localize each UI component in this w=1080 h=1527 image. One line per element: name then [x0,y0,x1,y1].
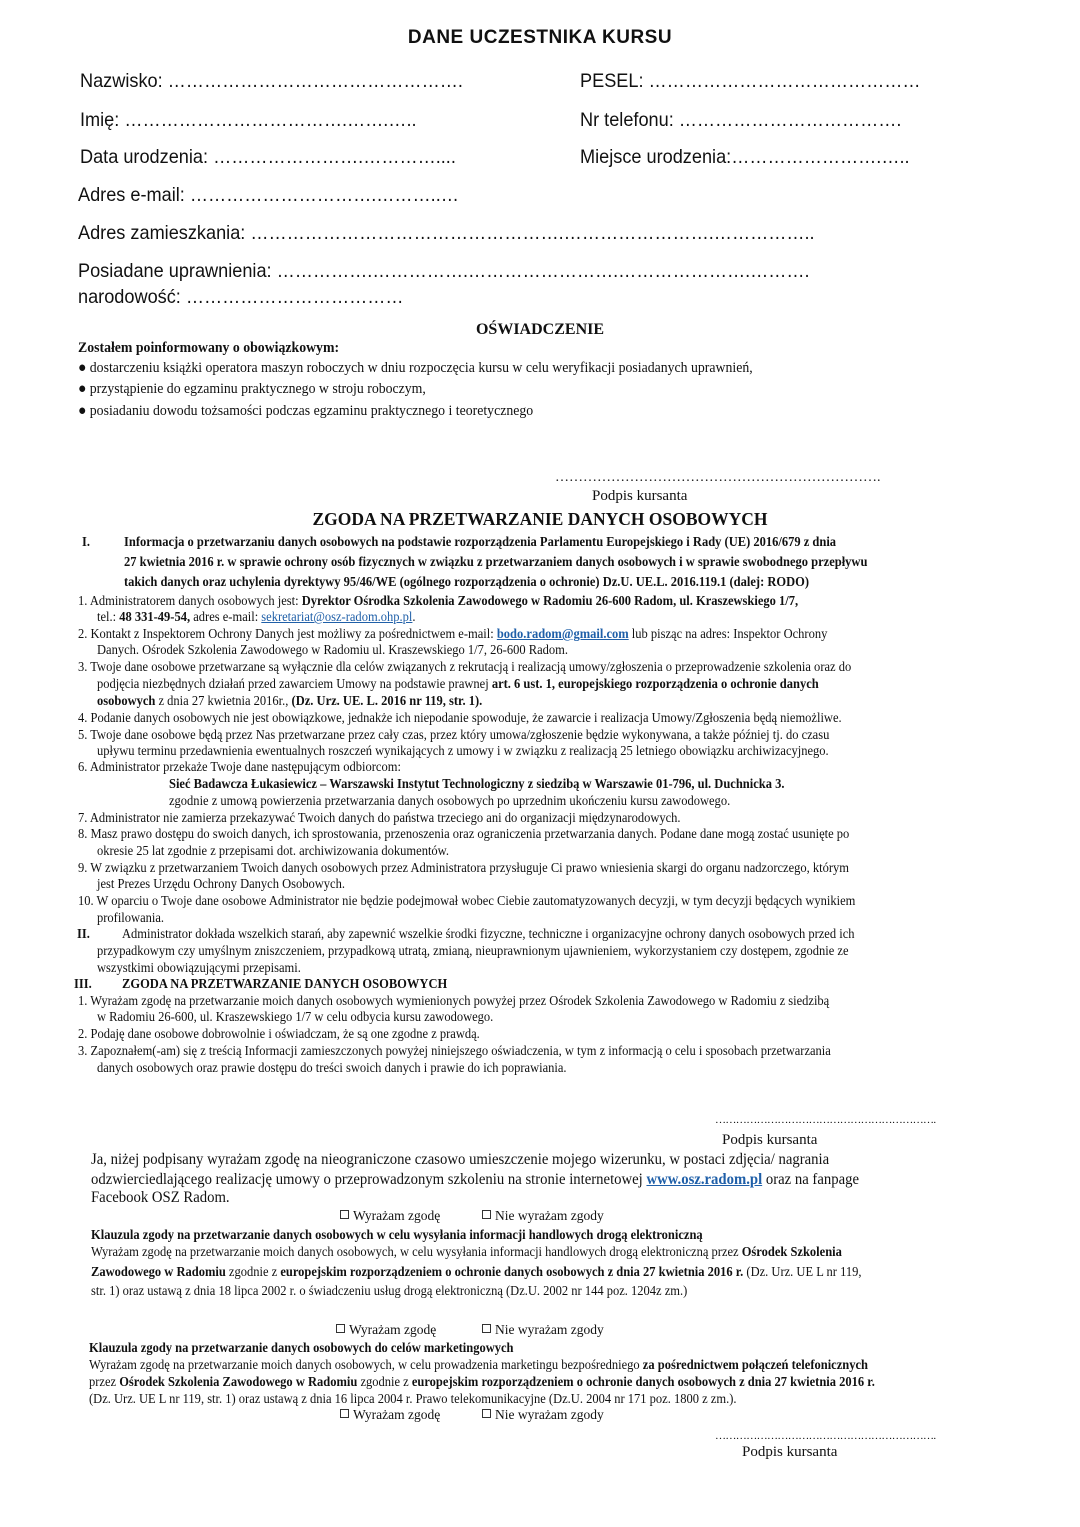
checkbox-label: Nie wyrażam zgody [495,1407,604,1422]
field-imie[interactable]: Imię: ……………………………….…….….. [80,109,417,131]
item-9: 9. W związku z przetwarzaniem Twoich danych osobowych przez Administratora przysługuje Ci prawo wniesienia skargi do organu nadzorczego, którym [78,860,850,875]
checkbox-label: Wyrażam zgodę [353,1407,441,1422]
email-link-sekretariat[interactable]: sekretariat@osz-radom.ohp.pl [261,609,413,624]
oswiadczenie-bullet: ● przystąpienie do egzaminu praktycznego w stroju roboczym, [78,381,426,397]
oswiadczenie-heading: OŚWIADCZENIE [475,321,605,338]
consent-no-checkbox[interactable] [482,1208,604,1224]
item-1 [78,593,798,609]
consent-item-3: 3. Zapoznałem(-am) się z treścią Informacji zamieszczonych powyżej niniejszego oświadczenia, w tym z informacją o celu i sposobach przetwarzania [78,1043,831,1058]
item-text: tel.: [97,609,120,624]
section-3-heading: ZGODA NA PRZETWARZANIE DANYCH OSOBOWYCH [122,976,448,991]
item-text: podjęcia niezbędnych działań przed zawarciem Umowy na podstawie prawnej [97,676,492,691]
section-number: II. [77,926,90,941]
item-text: lub pisząc na adres: Inspektor Ochrony [628,626,828,641]
clause-text: str. 1) oraz ustawą z dnia 18 lipca 2002 r. o świadczeniu usług drogą elektroniczną (Dz.U. 2002 nr 144 poz. 1204z zm.) [91,1283,688,1298]
consent-item-3-cont: danych osobowych oraz prawie dostępu do treści swoich danych i prawie do ich poprawiania. [97,1060,567,1075]
item-1-contact: tel.: 48 331-49-54, adres e-mail: sekretariat@osz-radom.ohp.pl. [97,609,416,624]
section-2-text: Administrator dokłada wszelkich starań, aby zapewnić wszelkie środki fizyczne, techniczne i organizacyjne ochrony danych osobowych przed ich [122,926,855,941]
phone-number: 48 331-49-54, [119,609,191,624]
consent-item-1-cont: w Radomiu 26-600, ul. Kraszewskiego 1/7 w celu odbycia kursu zawodowego. [97,1009,494,1024]
website-link[interactable]: www.osz.radom.pl [646,1171,763,1188]
item-text-bold: art. 6 ust. 1, europejskiego rozporządzenia o ochronie danych [491,676,819,691]
item-3-cont [97,676,819,692]
item-5-cont: upływu terminu przedawnienia ewentualnych roszczeń wynikających z umowy i w związku z realizacją 25 letniego obowiązku archiwizacyjnego. [97,743,829,758]
oswiadczenie-intro: Zostałem poinformowany o obowiązkowym: [78,340,340,356]
item-10: 10. W oparciu o Twoje dane osobowe Administrator nie będzie podejmował wobec Ciebie zautomatyzowanych decyzji, w tym decyzji będących wynikiem [78,893,856,908]
zgoda-heading: ZGODA NA PRZETWARZANIE DANYCH OSOBOWYCH [312,509,768,529]
signature-label: Podpis kursanta [742,1444,838,1460]
item-2 [78,626,827,642]
rodo-info-line: Informacja o przetwarzaniu danych osobowych na podstawie rozporządzenia Parlamentu Europejskiego i Rady (UE) 2016/679 z dnia [124,534,837,549]
checkbox-icon[interactable] [340,1210,349,1219]
signature-label: Podpis kursanta [592,488,688,504]
consent-item-1: 1. Wyrażam zgodę na przetwarzanie moich danych osobowych wymienionych powyżej przez Ośrodek Szkolenia Zawodowego w Radomiu z siedzibą [78,993,830,1008]
text-bold: europejskim rozporządzeniem o ochronie danych osobowych z dnia 27 kwietnia 2016 r. [280,1264,744,1279]
consent-yes-checkbox[interactable] [340,1208,440,1224]
marketing-phone-no-checkbox[interactable] [482,1407,604,1423]
recipient-name: Sieć Badawcza Łukasiewicz – Warszawski Instytut Technologiczny z siedzibą w Warszawie 01-796, ul. Duchnicka 3. [169,776,785,791]
text: Wyrażam zgodę na przetwarzanie moich danych osobowych, w celu prowadzenia marketingu bezpośredniego [89,1357,643,1372]
field-narodowosc[interactable]: narodowość: ……………………………… [78,286,404,308]
section-number: I. [82,534,91,549]
signature-line[interactable]: ………………………………………………………. [715,1430,936,1442]
item-10-cont: profilowania. [97,910,165,925]
text: (Dz. Urz. UE L nr 119, [743,1264,862,1279]
rodo-info-line: takich danych oraz uchylenia dyrektywy 95/46/WE (ogólnego rozporządzenia o ochronie) Dz.U. UE.L. 2016.119.1 (dalej: RODO) [124,574,810,589]
field-miejsce-urodzenia[interactable]: Miejsce urodzenia:…………………….….. [580,146,910,168]
text-bold: Ośrodek Szkolenia [741,1244,842,1259]
section-2-text: wszystkimi obowiązującymi przepisami. [97,960,301,975]
item-text: z dnia 27 kwietnia 2016r., [155,693,292,708]
item-8-cont: okresie 25 lat zgodnie z przepisami dot. archiwizowania dokumentów. [97,843,450,858]
item-6-cont: zgodnie z umową powierzenia przetwarzania danych osobowych po uprzednim ukończeniu kursu zawodowego. [169,793,731,808]
text-bold: Ośrodek Szkolenia Zawodowego w Radomiu [119,1374,358,1389]
item-text-bold: osobowych [97,693,156,708]
text: odzwierciedlającego realizację umowy o przeprowadzonym szkoleniu na stronie internetowej [91,1171,647,1188]
image-consent-text: Facebook OSZ Radom. [91,1189,230,1206]
item-text: 1. Administratorem danych osobowych jest: [78,593,302,608]
checkbox-icon[interactable] [340,1409,349,1418]
item-8: 8. Masz prawo dostępu do swoich danych, ich sprostowania, przenoszenia oraz ograniczenia przetwarzania danych. Podane dane mogą zostać usunięte po [78,826,850,841]
clause-heading: Klauzula zgody na przetwarzanie danych osobowych w celu wysyłania informacji handlowych drogą elektroniczną [91,1227,703,1242]
item-3-cont [97,693,482,709]
administrator-name: Dyrektor Ośrodka Szkolenia Zawodowego w Radomiu 26-600 Radom, ul. Kraszewskiego 1/7, [301,593,799,608]
text-bold: za pośrednictwem połączeń telefonicznych [642,1357,869,1372]
checkbox-icon[interactable] [482,1324,491,1333]
oswiadczenie-bullet: ● posiadaniu dowodu tożsamości podczas egzaminu praktycznego i teoretycznego [78,403,534,419]
section-number: III. [74,976,92,991]
text: zgodnie z [225,1264,281,1279]
checkbox-label: Wyrażam zgodę [353,1208,441,1223]
signature-line[interactable]: ………………………………………………………. [715,1114,936,1126]
checkbox-icon[interactable] [336,1324,345,1333]
image-consent-text: Ja, niżej podpisany wyrażam zgodę na nieograniczone czasowo umieszczenie mojego wizerunku, w postaci zdjęcia/ nagrania [91,1151,830,1168]
text-bold: europejskim rozporządzeniem o ochronie danych osobowych z dnia 27 kwietnia 2016 r. [411,1374,875,1389]
text: zgodnie z [357,1374,412,1389]
text-bold: Zawodowego w Radomiu [91,1264,226,1279]
clause-text [91,1244,842,1260]
text: przez [89,1374,120,1389]
marketing-email-yes-checkbox[interactable] [336,1322,436,1338]
signature-line[interactable]: ……………………………………………………………. [555,470,881,485]
field-adres[interactable]: Adres zamieszkania: …………………………………………….…………………….…………….. [78,222,815,244]
field-nazwisko[interactable]: Nazwisko: …………………………………………. [80,70,463,92]
clause-text: (Dz. Urz. UE L nr 119, str. 1) oraz ustawą z dnia 16 lipca 2004 r. Prawo telekomunikacyjne (Dz.U. 2004 nr 171 poz. 1800 z zm.). [89,1391,737,1406]
rodo-info-line: 27 kwietnia 2016 r. w sprawie ochrony osób fizycznych w związku z przetwarzaniem danych osobowych i w sprawie swobodnego przepływu [124,554,868,569]
item-6: 6. Administrator przekaże Twoje dane następującym odbiorcom: [78,759,401,774]
email-link-iod[interactable]: bodo.radom@gmail.com [496,626,629,641]
checkbox-label: Nie wyrażam zgody [495,1322,604,1337]
field-pesel[interactable]: PESEL: ……………………………………… [580,70,921,92]
section-2-text: przypadkowym czy umyślnym zniszczeniem, przypadkową utratą, zmianą, nieuprawnionym ujawnieniem, wykorzystaniem czy dostępem, zgodnie ze [97,943,849,958]
field-uprawnienia[interactable]: Posiadane uprawnienia: …………….…………….…………………….………………….………. [78,260,810,282]
oswiadczenie-bullet: ● dostarczeniu książki operatora maszyn roboczych w dniu rozpoczęcia kursu w celu weryfikacji posiadanych uprawnień, [78,360,753,376]
signature-label: Podpis kursanta [722,1132,818,1148]
item-text: 2. Kontakt z Inspektorem Ochrony Danych jest możliwy za pośrednictwem e-mail: [78,626,497,641]
item-7: 7. Administrator nie zamierza przekazywać Twoich danych do państwa trzeciego ani do organizacji międzynarodowych. [78,810,681,825]
clause-text [91,1264,862,1280]
checkbox-icon[interactable] [482,1210,491,1219]
checkbox-label: Wyrażam zgodę [349,1322,437,1337]
consent-item-2: 2. Podaję dane osobowe dobrowolnie i oświadczam, że są one zgodne z prawdą. [78,1026,480,1041]
field-email[interactable]: Adres e-mail: ………………………….………..… [78,184,459,206]
marketing-phone-yes-checkbox[interactable] [340,1407,440,1423]
item-9-cont: jest Prezes Urzędu Ochrony Danych Osobowych. [97,876,345,891]
field-data-urodzenia[interactable]: Data urodzenia: …………………….………….... [80,146,456,168]
item-3: 3. Twoje dane osobowe przetwarzane są wyłącznie dla celów związanych z rekrutacją i realizacją umowy/zgłoszenia o przeprowadzenie szkolenia oraz do [78,659,852,674]
text: Wyrażam zgodę na przetwarzanie moich danych osobowych, w celu wysyłania informacji handlowych drogą elektroniczną przez [91,1244,742,1259]
image-consent-text [91,1171,859,1189]
checkbox-icon[interactable] [482,1409,491,1418]
field-telefon[interactable]: Nr telefonu: ………………………………. [580,109,902,131]
clause-heading: Klauzula zgody na przetwarzanie danych osobowych do celów marketingowych [89,1340,514,1355]
clause-text [89,1374,875,1390]
text: oraz na fanpage [762,1171,860,1188]
clause-text [89,1357,868,1373]
item-4: 4. Podanie danych osobowych nie jest obowiązkowe, jednakże ich niepodanie spowoduje, że zawarcie i realizacja Umowy/Zgłoszenia będą niemożliwe. [78,710,842,725]
item-text: adres e-mail: [190,609,262,624]
marketing-email-no-checkbox[interactable] [482,1322,604,1338]
checkbox-label: Nie wyrażam zgody [495,1208,604,1223]
item-text-bold: (Dz. Urz. UE. L. 2016 nr 119, str. 1). [291,693,483,708]
form-title: DANE UCZESTNIKA KURSU [407,27,673,48]
item-5: 5. Twoje dane osobowe będą przez Nas przetwarzane przez cały czas, przez który umowa/zgłoszenie będzie wykonywana, a także później tj. do czasu [78,727,830,742]
item-2-cont: Danych. Ośrodek Szkolenia Zawodowego w Radomiu ul. Kraszewskiego 1/7, 26-600 Radom. [97,642,568,657]
